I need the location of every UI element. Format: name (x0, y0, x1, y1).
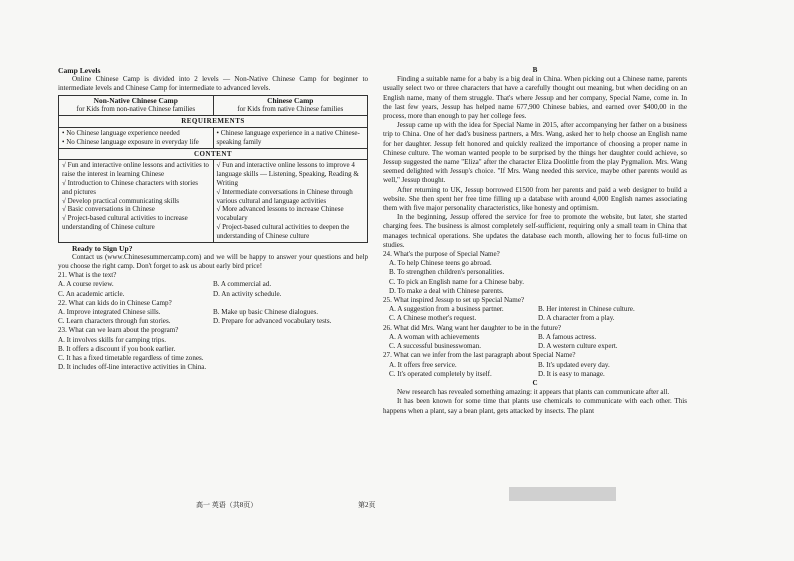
passage-b-para4: In the beginning, Jessup offered the service for free to promote the website, but later, she started charging fees. The business is almost completely self-sufficient, requiring only a small team in China that manages technical operations. She updates the database each month, allowing her to focus full-time on studies. (383, 213, 687, 249)
question-26 (383, 324, 687, 352)
option: C. Learn characters through fun stories. (58, 317, 171, 326)
question-24 (383, 250, 687, 296)
passage-c-para1: New research has revealed something amazing: it appears that plants can communicate after all. (397, 388, 670, 397)
non-native-camp-header (59, 95, 214, 116)
option: B. A famous actress. (538, 332, 597, 341)
question-25 (383, 296, 687, 324)
option: D. It is easy to manage. (538, 369, 605, 378)
option: C. A Chinese mother's request. (389, 314, 477, 323)
option: B. It offers a discount if you book earlier. (58, 344, 176, 353)
section-c-label: C (532, 378, 538, 387)
question-stem: 22. What can kids do in Chinese Camp? (58, 298, 172, 307)
section-b-label: B (532, 66, 538, 74)
option: C. It's operated completely by itself. (389, 369, 492, 378)
option: D. It includes off-line interactive activities in China. (58, 363, 207, 372)
option: A. Improve integrated Chinese sills. (58, 307, 161, 316)
requirements-left (59, 128, 214, 149)
option: A. It offers free service. (389, 360, 457, 369)
passage-b-para3: After returning to UK, Jessup borrowed £1500 from her parents and paid a web designer to build a website. She then spent her free time filling up a database with around 4,000 English names associating them with five major personality characteristics, like honesty and optimism. (383, 185, 687, 213)
content-left-item: √ Develop practical communicating skills (62, 196, 179, 205)
signup-heading: Ready to Sign Up? (72, 243, 133, 253)
camp-intro: Online Chinese Camp is divided into 2 levels — Non-Native Chinese Camp for beginner to intermediate levels and Chinese Camp for intermediate to advanced levels. (58, 75, 368, 93)
non-native-camp-title: Non-Native Chinese Camp (93, 95, 178, 105)
redaction-box (509, 487, 616, 501)
question-27 (383, 351, 687, 379)
camp-levels-heading: Camp Levels (58, 66, 101, 75)
question-stem: 27. What can we infer from the last paragraph about Special Name? (383, 351, 576, 360)
signup-text: Contact us (www.Chinesesummercamp.com) and we will be happy to answer your questions and help you choose the right camp. Don't forget to ask us about early bird price! (58, 252, 368, 270)
req-left-item: • No Chinese language experience needed (62, 129, 180, 137)
content-right-item: √ More advanced lessons to increase Chinese vocabulary (216, 205, 344, 223)
option: D. An activity schedule. (213, 289, 282, 298)
option: A. It involves skills for camping trips. (58, 335, 166, 344)
content-left-item: √ Introduction to Chinese characters with stories and pictures (62, 178, 199, 196)
content-left (59, 160, 214, 242)
non-native-camp-sub: for Kids from non-native Chinese families (76, 105, 196, 114)
option: B. Make up basic Chinese dialogues. (213, 307, 319, 316)
question-stem: 25. What inspired Jessup to set up Special Name? (383, 296, 525, 305)
option: C. To pick an English name for a Chinese baby. (389, 277, 525, 286)
content-right-item: √ Fun and interactive online lessons to improve 4 language skills — Listening, Speaking, Reading & Writing (216, 161, 359, 187)
req-right-item: • Chinese language experience in a native Chinese-speaking family (216, 129, 360, 146)
content-left-item: √ Project-based cultural activities to increase understanding of Chinese culture (62, 214, 188, 231)
option: D. To make a deal with Chinese parents. (389, 286, 504, 295)
requirements-right (213, 128, 368, 149)
right-column (383, 66, 687, 416)
chinese-camp-sub: for Kids from native Chinese families (237, 105, 344, 114)
left-footer: 高一 英语（共8页） (196, 501, 258, 509)
content-right-item: √ Project-based cultural activities to deepen the understanding of Chinese culture (216, 222, 350, 240)
requirements-label: REQUIREMENTS (59, 116, 368, 128)
page-number: 第2页 (358, 501, 376, 509)
option: D. A character from a play. (538, 314, 615, 323)
option: A. To help Chinese teens go abroad. (389, 259, 492, 268)
passage-b-para2: Jessup came up with the idea for Special Name in 2015, after accompanying her father on a business trip to China. One of her dad's business partners, a Mrs. Wang, asked her to help choose an English name for her daughter. Jessup felt honored and quickly realized the importance of choosing a proper name in Chinese culture. The woman wanted people to be surprised by the things her daughter could achieve, so Jessup suggested the name "Eliza" after the character Eliza Doolittle from the play Pygmalion. Mrs. Wang seemed delighted with Jessup's choice. "If Mrs. Wang needed this service, maybe other parents would as well," Jessup thought. (383, 121, 687, 185)
left-column (58, 66, 368, 372)
content-label: CONTENT (59, 148, 368, 160)
question-stem: 24. What's the purpose of Special Name? (383, 250, 500, 259)
option: B. Her interest in Chinese culture. (538, 305, 635, 314)
question-stem: 21. What is the text? (58, 271, 117, 280)
camp-table (58, 95, 368, 243)
passage-b-para1: Finding a suitable name for a baby is a big deal in China. When picking out a Chinese name, parents usually select two or three characters that have a carefully thought out meaning, but when deciding on an English name, many of them struggle. That's where Jessup and her company, Special Name, come in. In the last few years, Jessup has helped name 677,900 Chinese babies, and earned over $400,00 in the process, more than enough to pay her college fees. (383, 75, 687, 121)
chinese-camp-header (213, 95, 368, 116)
content-left-item: √ Fun and interactive online lessons and activities to raise the interest in learning Chinese (62, 161, 209, 179)
content-right-item: √ Intermediate conversations in Chinese through various cultural and language activities (216, 187, 353, 205)
option: A. A suggestion from a business partner. (389, 305, 504, 314)
option: C. An academic article. (58, 289, 125, 298)
option: B. A commercial ad. (213, 280, 272, 289)
question-stem: 26. What did Mrs. Wang want her daughter to be in the future? (383, 323, 562, 332)
content-right (213, 160, 368, 242)
question-22 (58, 299, 368, 327)
question-21 (58, 271, 368, 299)
option: B. To strengthen children's personalities. (389, 268, 505, 277)
passage-c-para2: It has been known for some time that plants use chemicals to communicate with each other. This happens when a plant, say a bean plant, gets attacked by insects. The plant (383, 397, 687, 415)
req-left-item: • No Chinese language exposure in everyday life (62, 137, 199, 146)
question-stem: 23. What can we learn about the program? (58, 326, 179, 335)
option: D. Prepare for advanced vocabulary tests. (213, 317, 332, 326)
chinese-camp-title: Chinese Camp (267, 95, 314, 105)
option: A. A woman with achievements (389, 332, 480, 341)
question-23 (58, 326, 368, 372)
content-left-item: √ Basic conversations in Chinese (62, 205, 155, 214)
option: A. A course review. (58, 280, 114, 289)
option: C. It has a fixed timetable regardless of time zones. (58, 354, 204, 362)
option: B. It's updated every day. (538, 360, 610, 369)
option: D. A western culture expert. (538, 342, 618, 351)
option: C. A successful businesswoman. (389, 342, 482, 351)
